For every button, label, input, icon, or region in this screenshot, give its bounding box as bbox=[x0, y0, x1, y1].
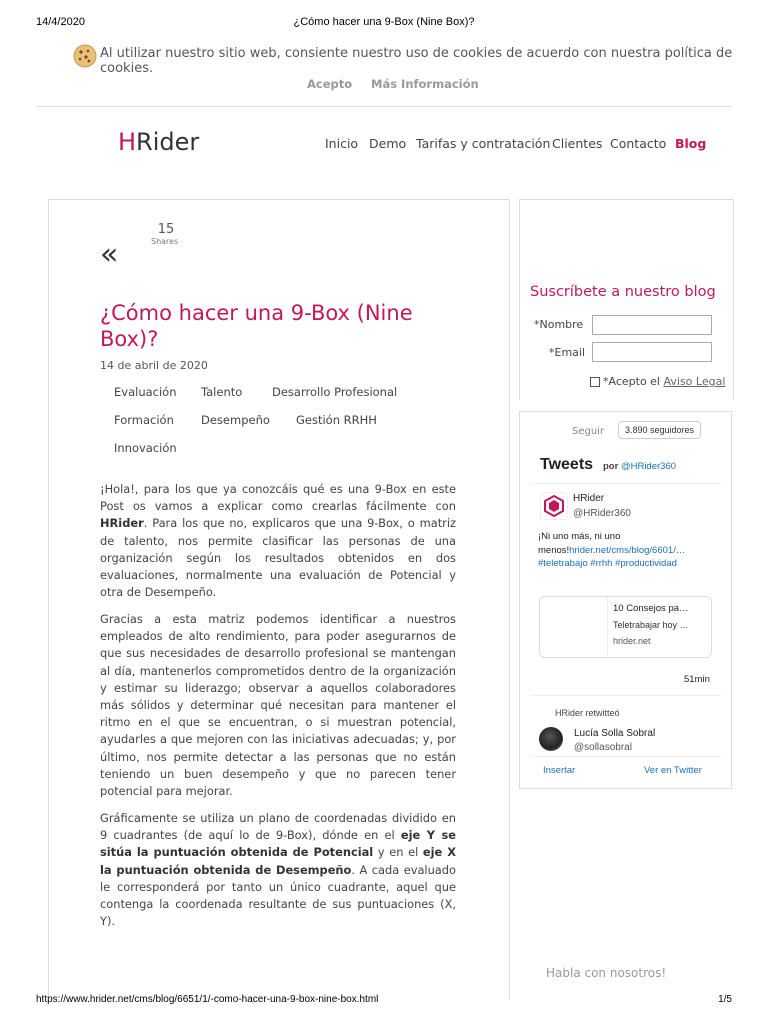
tweet-author-handle[interactable]: @HRider360 bbox=[573, 508, 631, 519]
cookie-notice: Al utilizar nuestro sitio web, consiente nuestro uso de cookies de acuerdo con nuestra política de cookies. bbox=[100, 46, 733, 76]
shares-count: 15 bbox=[157, 222, 175, 237]
nav-blog[interactable]: Blog bbox=[675, 136, 707, 151]
shares-label: Shares bbox=[151, 237, 179, 246]
tweet-link[interactable]: hrider.net/cms/blog/6601/… bbox=[569, 544, 686, 556]
nav-contacto[interactable]: Contacto bbox=[610, 136, 667, 151]
tag-innovacion[interactable]: Innovación bbox=[114, 441, 177, 455]
tag-evaluacion[interactable]: Evaluación bbox=[114, 385, 177, 399]
nav-inicio[interactable]: Inicio bbox=[325, 136, 359, 151]
retweet-label: HRider retwitteó bbox=[555, 708, 620, 718]
cookie-more-info-button[interactable]: Más Información bbox=[371, 77, 479, 91]
card-domain: hrider.net bbox=[613, 636, 651, 646]
retweet-avatar[interactable] bbox=[539, 727, 563, 751]
card-title: 10 Consejos pa… bbox=[613, 603, 689, 614]
followers-badge: 3.890 seguidores bbox=[618, 421, 701, 439]
follow-button[interactable]: Seguir bbox=[572, 426, 605, 437]
cookie-accept-button[interactable]: Acepto bbox=[307, 77, 353, 91]
site-logo[interactable] bbox=[118, 128, 199, 156]
email-label: *Email bbox=[549, 346, 586, 359]
print-title: ¿Cómo hacer una 9-Box (Nine Box)? bbox=[293, 16, 475, 28]
tag-formacion[interactable]: Formación bbox=[114, 413, 174, 427]
print-date: 14/4/2020 bbox=[36, 16, 85, 28]
nav-tarifas[interactable]: Tarifas y contratación bbox=[416, 136, 551, 151]
tweet-text: ¡Ni uno más, ni uno menos!hrider.net/cms/blog/6601/… #teletrabajo #rrhh #productividad bbox=[538, 531, 686, 569]
divider bbox=[530, 483, 722, 484]
logo-text: Rider bbox=[136, 128, 200, 156]
hrider-avatar[interactable] bbox=[540, 492, 568, 520]
divider bbox=[530, 756, 722, 757]
email-input[interactable] bbox=[592, 342, 712, 362]
legal-label: *Acepto el Aviso Legal bbox=[603, 375, 726, 388]
tag-talento[interactable]: Talento bbox=[201, 385, 243, 399]
divider bbox=[607, 597, 608, 657]
divider bbox=[530, 695, 722, 696]
back-arrow-icon[interactable]: « bbox=[100, 237, 119, 272]
article-title: ¿Cómo hacer una 9-Box (Nine Box)? bbox=[100, 301, 413, 351]
legal-checkbox[interactable] bbox=[590, 377, 600, 387]
logo-initial: H bbox=[118, 128, 137, 156]
retweet-author-handle[interactable]: @sollasobral bbox=[574, 742, 632, 753]
article-paragraph: Gracias a esta matriz podemos identificar a nuestros empleados de alto rendimiento, para poder asegurarnos de que sus necesidades de desarrollo profesional se mantengan al día, mantenerlos comprometidos dentro de la organización y estimar su liderazgo; observar a aquellos colaboradores más sólidos y determinar qué necesitan para mantener el ritmo en el que se encuentran, o si muestran potencial, ayudarles a que mejoren con las iniciativas adecuadas; y, por último, nos permite detectar a las personas que no están teniendo un buen desempeño y que no parecen tener potencial para mejorar. bbox=[100, 612, 456, 799]
tweets-by-handle[interactable]: @HRider360 bbox=[620, 461, 677, 472]
article-paragraph: Gráficamente se utiliza un plano de coordenadas dividido en 9 cuadrantes (de aquí lo de 9-Box), dónde en el eje Y se sitúa la puntuación obtenida de Potencial y en el eje X la puntuación obtenida de Desempeño. A cada evaluado le corresponderá por tanto un único cuadrante, aquel que contenga la coordenada resultante de sus puntuaciones (X, Y). bbox=[100, 811, 457, 929]
tag-desarrollo-profesional[interactable]: Desarrollo Profesional bbox=[272, 385, 398, 399]
retweet-author-name[interactable]: Lucía Solla Sobral bbox=[574, 728, 656, 739]
legal-link[interactable]: Aviso Legal bbox=[663, 375, 726, 388]
article-paragraph: ¡Hola!, para los que ya conozcáis qué es una 9-Box en este Post os vamos a explicar como crearlas fácilmente con HRider. Para los que no, explicaros que una 9-Box, o matriz de talento, nos permite clasificar las personas de una organización según los resultados obtenidos en dos evaluaciones, normalmente una evaluación de Potencial y otra de Desempeño. bbox=[100, 482, 456, 600]
article-date: 14 de abril de 2020 bbox=[100, 359, 208, 372]
tweet-hashtags[interactable]: #teletrabajo #rrhh #productividad bbox=[538, 558, 677, 569]
name-label: *Nombre bbox=[534, 318, 584, 331]
tag-desempeno[interactable]: Desempeño bbox=[201, 413, 270, 427]
embed-link[interactable]: Insertar bbox=[543, 765, 576, 776]
tag-gestion-rrhh[interactable]: Gestión RRHH bbox=[296, 413, 377, 427]
chat-prompt[interactable]: Habla con nosotros! bbox=[546, 966, 667, 980]
view-on-twitter-link[interactable]: Ver en Twitter bbox=[644, 765, 702, 776]
name-input[interactable] bbox=[592, 315, 712, 335]
nav-clientes[interactable]: Clientes bbox=[552, 136, 603, 151]
tweet-author-name[interactable]: HRider bbox=[573, 493, 605, 504]
subscribe-title: Suscríbete a nuestro blog bbox=[530, 284, 716, 300]
nav-demo[interactable]: Demo bbox=[369, 136, 407, 151]
divider bbox=[36, 106, 732, 107]
tweets-title: Tweets bbox=[540, 456, 594, 473]
cookie-icon bbox=[73, 44, 97, 68]
print-url: https://www.hrider.net/cms/blog/6651/1/-como-hacer-una-9-box-nine-box.html bbox=[36, 994, 379, 1005]
tweet-time[interactable]: 51min bbox=[684, 674, 710, 685]
tweets-by: por @HRider360 bbox=[603, 461, 677, 472]
card-description: Teletrabajar hoy … bbox=[613, 620, 689, 630]
print-page-number: 1/5 bbox=[718, 994, 732, 1005]
